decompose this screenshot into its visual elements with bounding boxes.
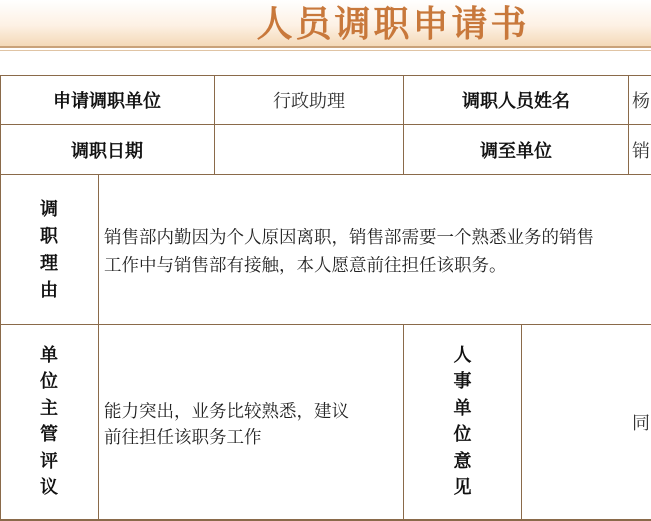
- label-employee-name: 调职人员姓名: [462, 91, 570, 112]
- reason-text-line2[interactable]: 工作中与销售部有接触，本人愿意前往担任该职务。: [104, 256, 507, 276]
- table-col-divider: [98, 174, 99, 521]
- supervisor-text-line2[interactable]: 前往担任该职务工作: [104, 428, 262, 448]
- reason-text-line1[interactable]: 销售部内勤因为个人原因离职，销售部需要一个熟悉业务的销售: [104, 228, 594, 248]
- label-hr-char: 见: [453, 477, 472, 498]
- label-supervisor-char: 单: [40, 344, 58, 366]
- label-hr-opinion: [404, 325, 521, 519]
- table-col-divider: [628, 75, 629, 175]
- label-transfer-date: 调职日期: [71, 140, 143, 162]
- value-transfer-to[interactable]: 销: [632, 140, 650, 162]
- supervisor-text-line1[interactable]: 能力突出，业务比较熟悉，建议: [104, 402, 349, 422]
- label-hr-char: 单: [453, 397, 472, 419]
- label-supervisor-char: 评: [40, 450, 58, 472]
- table-col-divider: [521, 324, 522, 521]
- value-hr-opinion[interactable]: 同: [632, 413, 650, 434]
- label-reason-char: 职: [40, 225, 58, 247]
- label-supervisor-char: 议: [40, 477, 58, 498]
- label-reason: [0, 175, 98, 324]
- label-reason-char: 由: [40, 279, 58, 301]
- label-reason-char: 理: [40, 252, 58, 274]
- label-supervisor-char: 位: [40, 371, 58, 392]
- label-hr-char: 事: [453, 371, 472, 392]
- value-employee-name[interactable]: 杨: [632, 91, 650, 112]
- label-supervisor-char: 主: [40, 397, 58, 419]
- page-title: 人员调职申请书: [256, 3, 530, 45]
- label-hr-char: 意: [453, 450, 472, 472]
- label-hr-char: 位: [453, 424, 472, 445]
- label-transfer-to: 调至单位: [480, 140, 552, 162]
- label-reason-char: 调: [40, 198, 58, 220]
- label-apply-unit: 申请调职单位: [53, 91, 161, 112]
- value-apply-unit[interactable]: 行政助理: [273, 91, 345, 112]
- value-transfer-date[interactable]: [215, 125, 403, 174]
- label-supervisor-char: 管: [40, 424, 58, 445]
- label-hr-char: 人: [453, 344, 472, 366]
- label-supervisor-review: [0, 325, 98, 519]
